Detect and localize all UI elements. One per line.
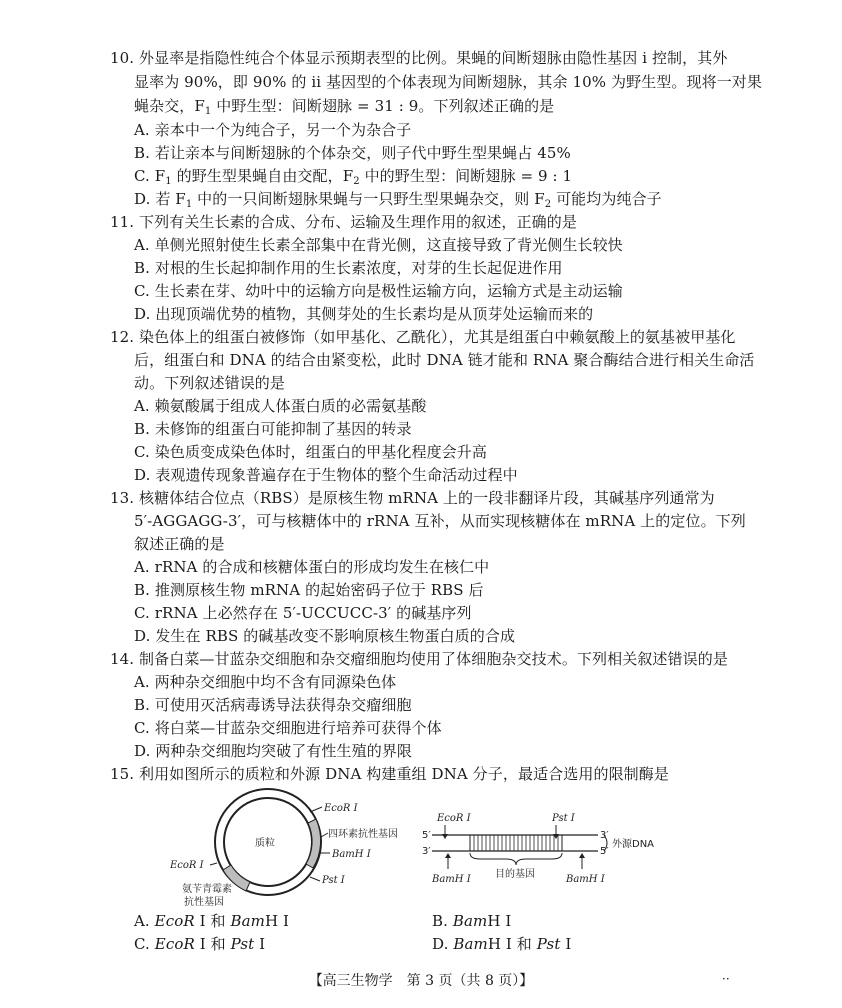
q12-stem-line3: 动。下列叙述错误的是 (134, 374, 286, 392)
plasmid-label: 质粒 (255, 838, 275, 849)
three-prime-right: 3′ (600, 830, 609, 841)
q14-option-a: A. 两种杂交细胞中均不含有同源染色体 (134, 673, 397, 691)
three-prime-left: 3′ (422, 846, 431, 857)
pst-right-pointer (310, 877, 320, 881)
tet-pointer (321, 833, 328, 837)
amp-gene-label-2: 抗性基因 (184, 897, 224, 908)
q13-option-d: D. 发生在 RBS 的碱基改变不影响原核生物蛋白质的合成 (134, 627, 516, 645)
tet-gene-label: 四环素抗性基因 (328, 829, 398, 840)
five-prime-left: 5′ (422, 830, 431, 841)
dna-pst-label: Pst Ⅰ (552, 813, 575, 824)
q11-option-c: C. 生长素在芽、幼叶中的运输方向是极性运输方向，运输方式是主动运输 (134, 282, 623, 300)
q15-option-a: A. EcoR Ⅰ 和 BamH Ⅰ (134, 912, 290, 930)
ecor-top-label: EcoR Ⅰ (324, 803, 358, 814)
bamh-right-label: BamH Ⅰ (332, 849, 371, 860)
q13-option-b: B. 推测原核生物 mRNA 的起始密码子位于 RBS 后 (134, 581, 484, 599)
plasmid-diagram (170, 789, 398, 908)
pst-right-label: Pst Ⅰ (322, 875, 345, 886)
ecor-left-pointer (210, 863, 217, 865)
q10-option-d: D. 若 $F_1$ 中的一只间断翅脉果蝇与一只野生型果蝇杂交，则 $F_2$ 可能均为纯合子 (134, 190, 662, 210)
dna-bamh-left-arrowhead (445, 853, 451, 858)
q12-option-c: C. 染色质变成染色体时，组蛋白的甲基化程度会升高 (134, 443, 487, 461)
q12-option-b: B. 未修饰的组蛋白可能抑制了基因的转录 (134, 420, 412, 438)
dna-ecor-label: EcoR Ⅰ (437, 813, 471, 824)
target-gene-region (474, 835, 558, 851)
q10-option-c: C. $F_1$ 的野生型果蝇自由交配，$F_2$ 中的野生型：间断翅脉 = 9 : 1 (134, 167, 573, 187)
q13-stem-line1: 13. 核糖体结合位点（RBS）是原核生物 mRNA 上的一段非翻译片段，其碱基序列通常为 (110, 489, 715, 507)
dna-bamh-left-label: BamH Ⅰ (432, 874, 471, 885)
target-gene-brace (470, 853, 562, 865)
amp-gene-label-1: 氨苄青霉素 (182, 884, 232, 895)
q13-option-c: C. rRNA 上必然存在 5′-UCCUCC-3′ 的碱基序列 (134, 604, 472, 622)
five-prime-right: 5′ (600, 846, 609, 857)
q14-option-b: B. 可使用灭活病毒诱导法获得杂交瘤细胞 (134, 696, 412, 714)
ecor-left-label: EcoR Ⅰ (170, 860, 204, 871)
q15-stem: 15. 利用如图所示的质粒和外源 DNA 构建重组 DNA 分子，最适合选用的限制酶是 (110, 765, 669, 783)
q13-stem-line3: 叙述正确的是 (134, 535, 225, 553)
q15-option-d: D. BamH Ⅰ 和 Pst Ⅰ (432, 935, 572, 953)
dna-bamh-right-label: BamH Ⅰ (566, 874, 605, 885)
q10-option-b: B. 若让亲本与间断翅脉的个体杂交，则子代中野生型果蝇占 45% (134, 144, 571, 162)
q14-stem: 14. 制备白菜—甘蓝杂交细胞和杂交瘤细胞均使用了体细胞杂交技术。下列相关叙述错误的是 (110, 650, 728, 668)
q13-option-a: A. rRNA 的合成和核糖体蛋白的形成均发生在核仁中 (134, 558, 490, 576)
target-gene-box (470, 835, 562, 851)
q10-option-a: A. 亲本中一个为纯合子，另一个为杂合子 (134, 121, 412, 139)
q10-stem-line2: 显率为 90%，即 90% 的 ii 基因型的个体表现为间断翅脉，其余 10% 为野生型。现将一对果 (134, 73, 762, 91)
ecor-top-pointer (310, 807, 322, 812)
foreign-dna-diagram (422, 813, 654, 885)
q12-option-a: A. 赖氨酸属于组成人体蛋白质的必需氨基酸 (134, 397, 427, 415)
footer-mark: ·· (722, 972, 730, 986)
q15-figure (170, 785, 700, 910)
q15-option-b: B. BamH Ⅰ (432, 912, 512, 930)
q10-stem-line3: 蝇杂交，$F_1$ 中野生型：间断翅脉 = 31 : 9。下列叙述正确的是 (134, 97, 555, 117)
foreign-dna-label: 外源DNA (612, 839, 655, 850)
q12-stem-line2: 后，组蛋白和 DNA 的结合由紧变松，此时 DNA 链才能和 RNA 聚合酶结合进行相关生命活 (134, 351, 755, 369)
target-gene-label: 目的基因 (495, 869, 535, 880)
q11-stem: 11. 下列有关生长素的合成、分布、运输及生理作用的叙述，正确的是 (110, 213, 577, 231)
q10-stem-line1: 10. 外显率是指隐性纯合个体显示预期表型的比例。果蝇的间断翅脉由隐性基因 i 控制，其外 (110, 49, 728, 67)
q14-option-c: C. 将白菜—甘蓝杂交细胞进行培养可获得个体 (134, 719, 442, 737)
q14-option-d: D. 两种杂交细胞均突破了有性生殖的界限 (134, 742, 413, 760)
q12-stem-line1: 12. 染色体上的组蛋白被修饰（如甲基化、乙酰化），尤其是组蛋白中赖氨酸上的氨基被甲基化 (110, 328, 736, 346)
q11-option-a: A. 单侧光照射使生长素全部集中在背光侧，这直接导致了背光侧生长较快 (134, 236, 623, 254)
q12-option-d: D. 表观遗传现象普遍存在于生物体的整个生命活动过程中 (134, 466, 518, 484)
q11-option-d: D. 出现顶端优势的植物，其侧芽处的生长素均是从顶芽处运输而来的 (134, 305, 594, 323)
q15-option-c: C. EcoR Ⅰ 和 Pst Ⅰ (134, 935, 266, 953)
dna-bamh-right-arrowhead (579, 853, 585, 858)
page-footer: 【高三生物学 第 3 页（共 8 页）】 (308, 973, 534, 989)
q13-stem-line2: 5′-AGGAGG-3′，可与核糖体中的 rRNA 互补，从而实现核糖体在 mRNA 上的定位。下列 (134, 512, 746, 530)
q11-option-b: B. 对根的生长起抑制作用的生长素浓度，对芽的生长起促进作用 (134, 259, 563, 277)
